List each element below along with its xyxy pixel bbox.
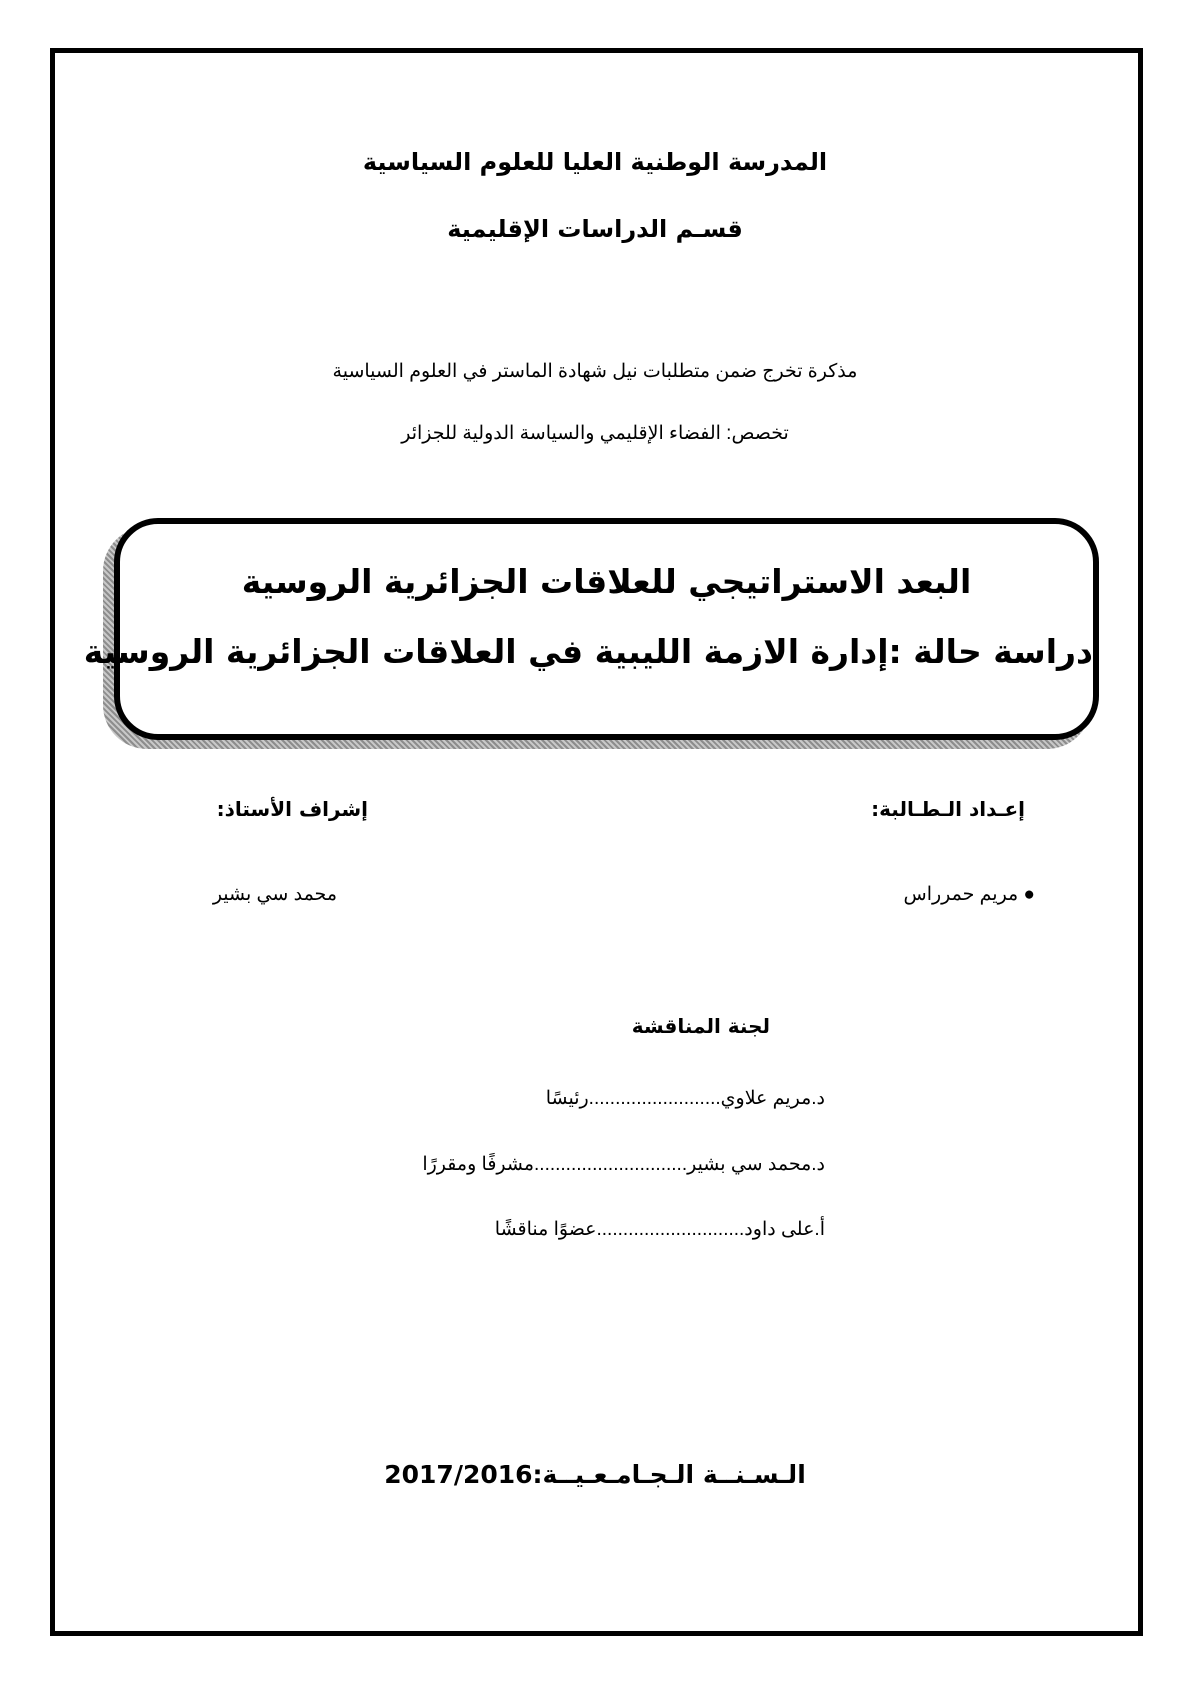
memoir-statement: مذكرة تخرج ضمن متطلبات نيل شهادة الماستر في العلوم السياسية [332, 361, 858, 382]
page-border [50, 48, 1143, 1636]
committee-member-2: د.محمد سي بشير.............................مشرفًا ومقررًا [422, 1154, 825, 1175]
committee-member-1: د.مريم علاوي.........................رئيسًا [545, 1088, 825, 1109]
academic-year: الـسـنــة الـجـامـعـيــة:2017/2016 [384, 1460, 806, 1489]
student-name: ● مريم حمرراس [903, 884, 1035, 905]
title-line-2: دراسة حالة :إدارة الازمة الليبية في العلاقات الجزائرية الروسية [83, 632, 1093, 671]
department-name: قسـم الدراسات الإقليمية [447, 215, 743, 243]
supervisor-name: محمد سي بشير [212, 884, 337, 905]
title-box [83, 518, 1099, 740]
committee-member-3: أ.على داود............................عضوًا مناقشًا [494, 1219, 825, 1240]
school-name: المدرسة الوطنية العليا للعلوم السياسية [362, 148, 828, 176]
specialty-statement: تخصص: الفضاء الإقليمي والسياسة الدولية للجزائر [401, 423, 789, 444]
title-line-1: البعد الاستراتيجي للعلاقات الجزائرية الروسية [241, 562, 972, 601]
student-label: إعـداد الـطـالبة: [871, 797, 1025, 821]
supervisor-label: إشراف الأستاذ: [216, 797, 368, 821]
committee-heading: لجنة المناقشة [631, 1014, 770, 1038]
